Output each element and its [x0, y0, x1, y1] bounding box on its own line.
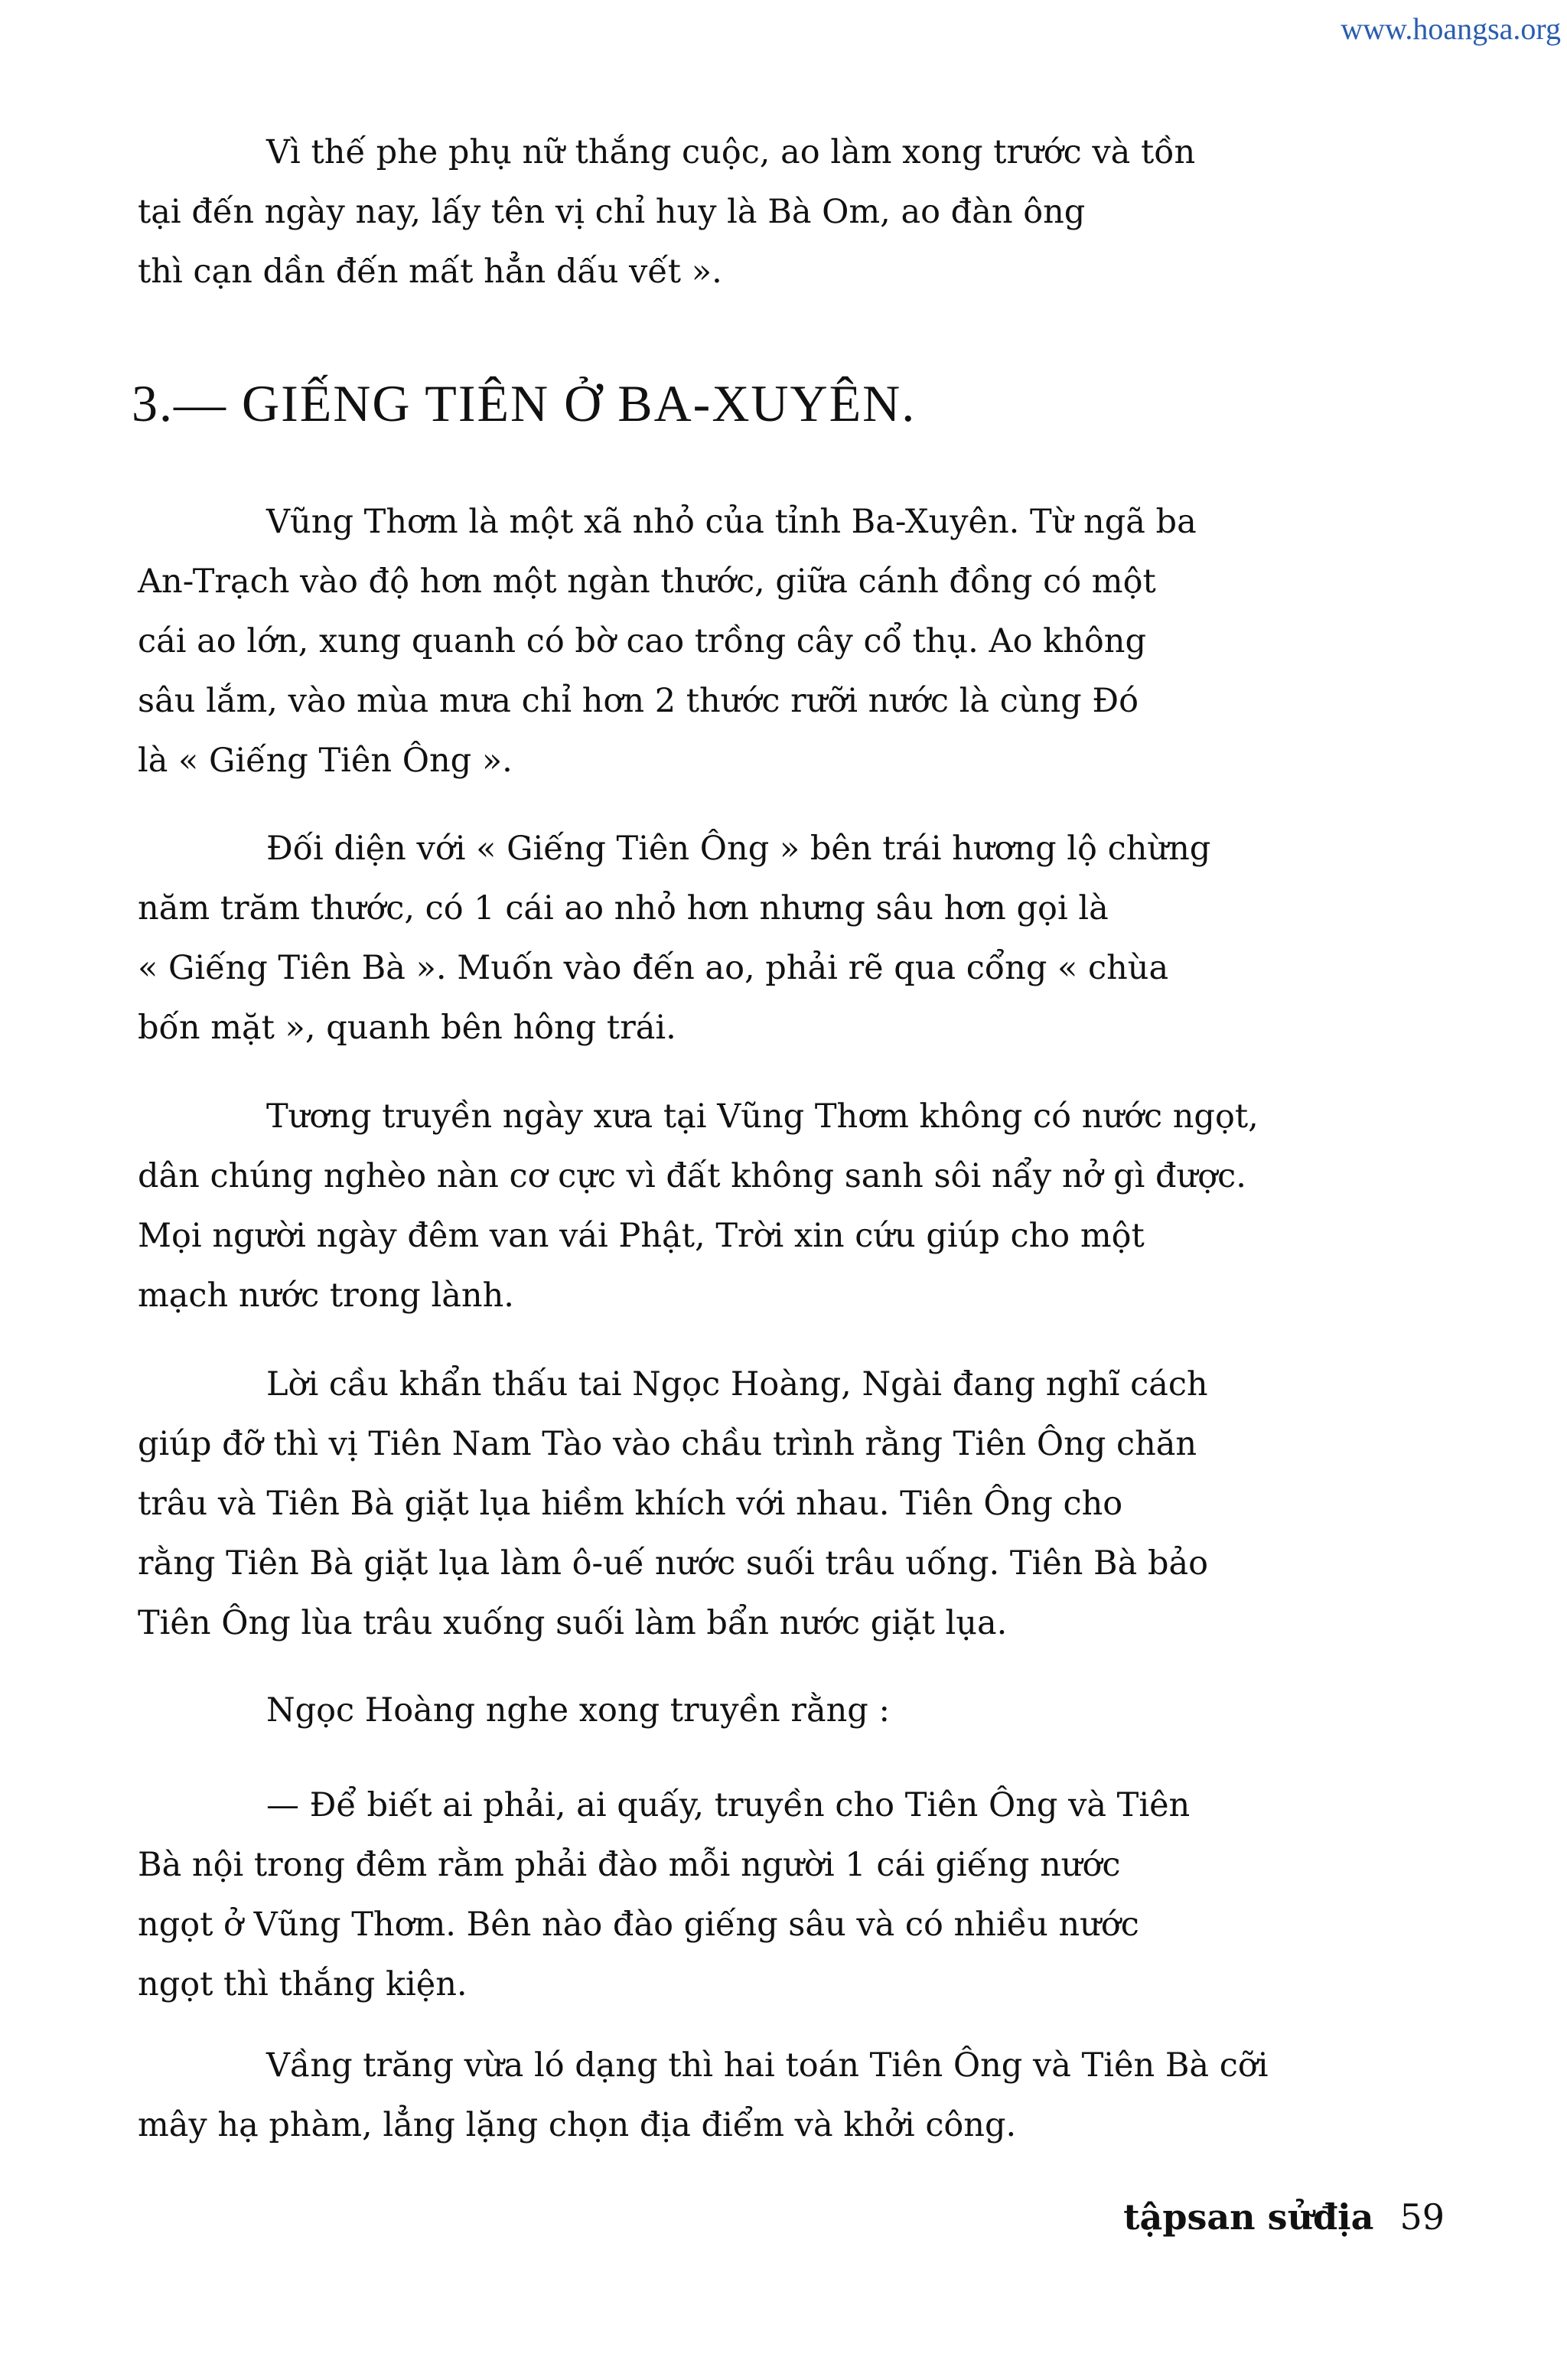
paragraph-7 — [138, 2036, 1431, 2155]
paragraph-2 — [138, 819, 1431, 1058]
text-line: thì cạn dần đến mất hẳn dấu vết ». — [138, 253, 722, 291]
text-line: An-Trạch vào độ hơn một ngàn thước, giữa cánh đồng có một — [138, 562, 1156, 601]
paragraph-0 — [138, 122, 1431, 302]
paragraph-1 — [138, 492, 1431, 791]
page-number: 59 — [1399, 2196, 1445, 2238]
text-line: mạch nước trong lành. — [138, 1276, 514, 1315]
text-line: ngọt ở Vũng Thơm. Bên nào đào giếng sâu và có nhiều nước — [138, 1906, 1139, 1944]
text-line: Vũng Thơm là một xã nhỏ của tỉnh Ba-Xuyên. Từ ngã ba — [266, 503, 1197, 541]
text-line: Lời cầu khẩn thấu tai Ngọc Hoàng, Ngài đang nghĩ cách — [266, 1365, 1208, 1404]
text-line: Tiên Ông lùa trâu xuống suối làm bẩn nước giặt lụa. — [138, 1604, 1008, 1642]
text-line: « Giếng Tiên Bà ». Muốn vào đến ao, phải rẽ qua cổng « chùa — [138, 949, 1169, 987]
text-line: Vì thế phe phụ nữ thắng cuộc, ao làm xong trước và tồn — [266, 133, 1196, 171]
paragraph-6 — [138, 1775, 1431, 2014]
journal-name: tậpsan sửđịa — [1123, 2196, 1374, 2238]
text-line: bốn mặt », quanh bên hông trái. — [138, 1009, 676, 1047]
text-line: trâu và Tiên Bà giặt lụa hiềm khích với nhau. Tiên Ông cho — [138, 1485, 1123, 1523]
site-link[interactable]: www.hoangsa.org — [1341, 11, 1561, 46]
text-line: Ngọc Hoàng nghe xong truyền rằng : — [266, 1691, 890, 1730]
paragraph-4 — [138, 1355, 1431, 1653]
text-line: Đối diện với « Giếng Tiên Ông » bên trái hương lộ chừng — [266, 830, 1211, 868]
text-line: ngọt thì thắng kiện. — [138, 1965, 467, 2003]
text-line: Bà nội trong đêm rằm phải đào mỗi người 1 cái giếng nước — [138, 1846, 1121, 1884]
text-line: tại đến ngày nay, lấy tên vị chỉ huy là Bà Om, ao đàn ông — [138, 193, 1086, 231]
paragraph-5 — [138, 1681, 1431, 1740]
text-line: năm trăm thước, có 1 cái ao nhỏ hơn nhưng sâu hơn gọi là — [138, 889, 1109, 928]
page-footer — [1123, 2196, 1445, 2238]
text-line: là « Giếng Tiên Ông ». — [138, 742, 513, 780]
text-line: Tương truyền ngày xưa tại Vũng Thơm không có nước ngọt, — [266, 1097, 1259, 1136]
text-line: giúp đỡ thì vị Tiên Nam Tào vào chầu trình rằng Tiên Ông chăn — [138, 1425, 1197, 1463]
text-line: Mọi người ngày đêm van vái Phật, Trời xin cứu giúp cho một — [138, 1217, 1145, 1255]
text-line: rằng Tiên Bà giặt lụa làm ô-uế nước suối trâu uống. Tiên Bà bảo — [138, 1544, 1209, 1583]
text-line: Vầng trăng vừa ló dạng thì hai toán Tiên Ông và Tiên Bà cỡi — [266, 2046, 1269, 2085]
section-heading: 3.— GIẾNG TIÊN Ở BA-XUYÊN. — [132, 374, 917, 432]
paragraph-3 — [138, 1087, 1431, 1325]
text-line: — Để biết ai phải, ai quấy, truyền cho Tiên Ông và Tiên — [266, 1786, 1191, 1824]
text-line: sâu lắm, vào mùa mưa chỉ hơn 2 thước rưỡi nước là cùng Đó — [138, 682, 1139, 720]
text-line: mây hạ phàm, lẳng lặng chọn địa điểm và khởi công. — [138, 2106, 1017, 2144]
text-line: dân chúng nghèo nàn cơ cực vì đất không sanh sôi nẩy nở gì được. — [138, 1157, 1246, 1195]
text-line: cái ao lớn, xung quanh có bờ cao trồng cây cổ thụ. Ao không — [138, 622, 1146, 660]
